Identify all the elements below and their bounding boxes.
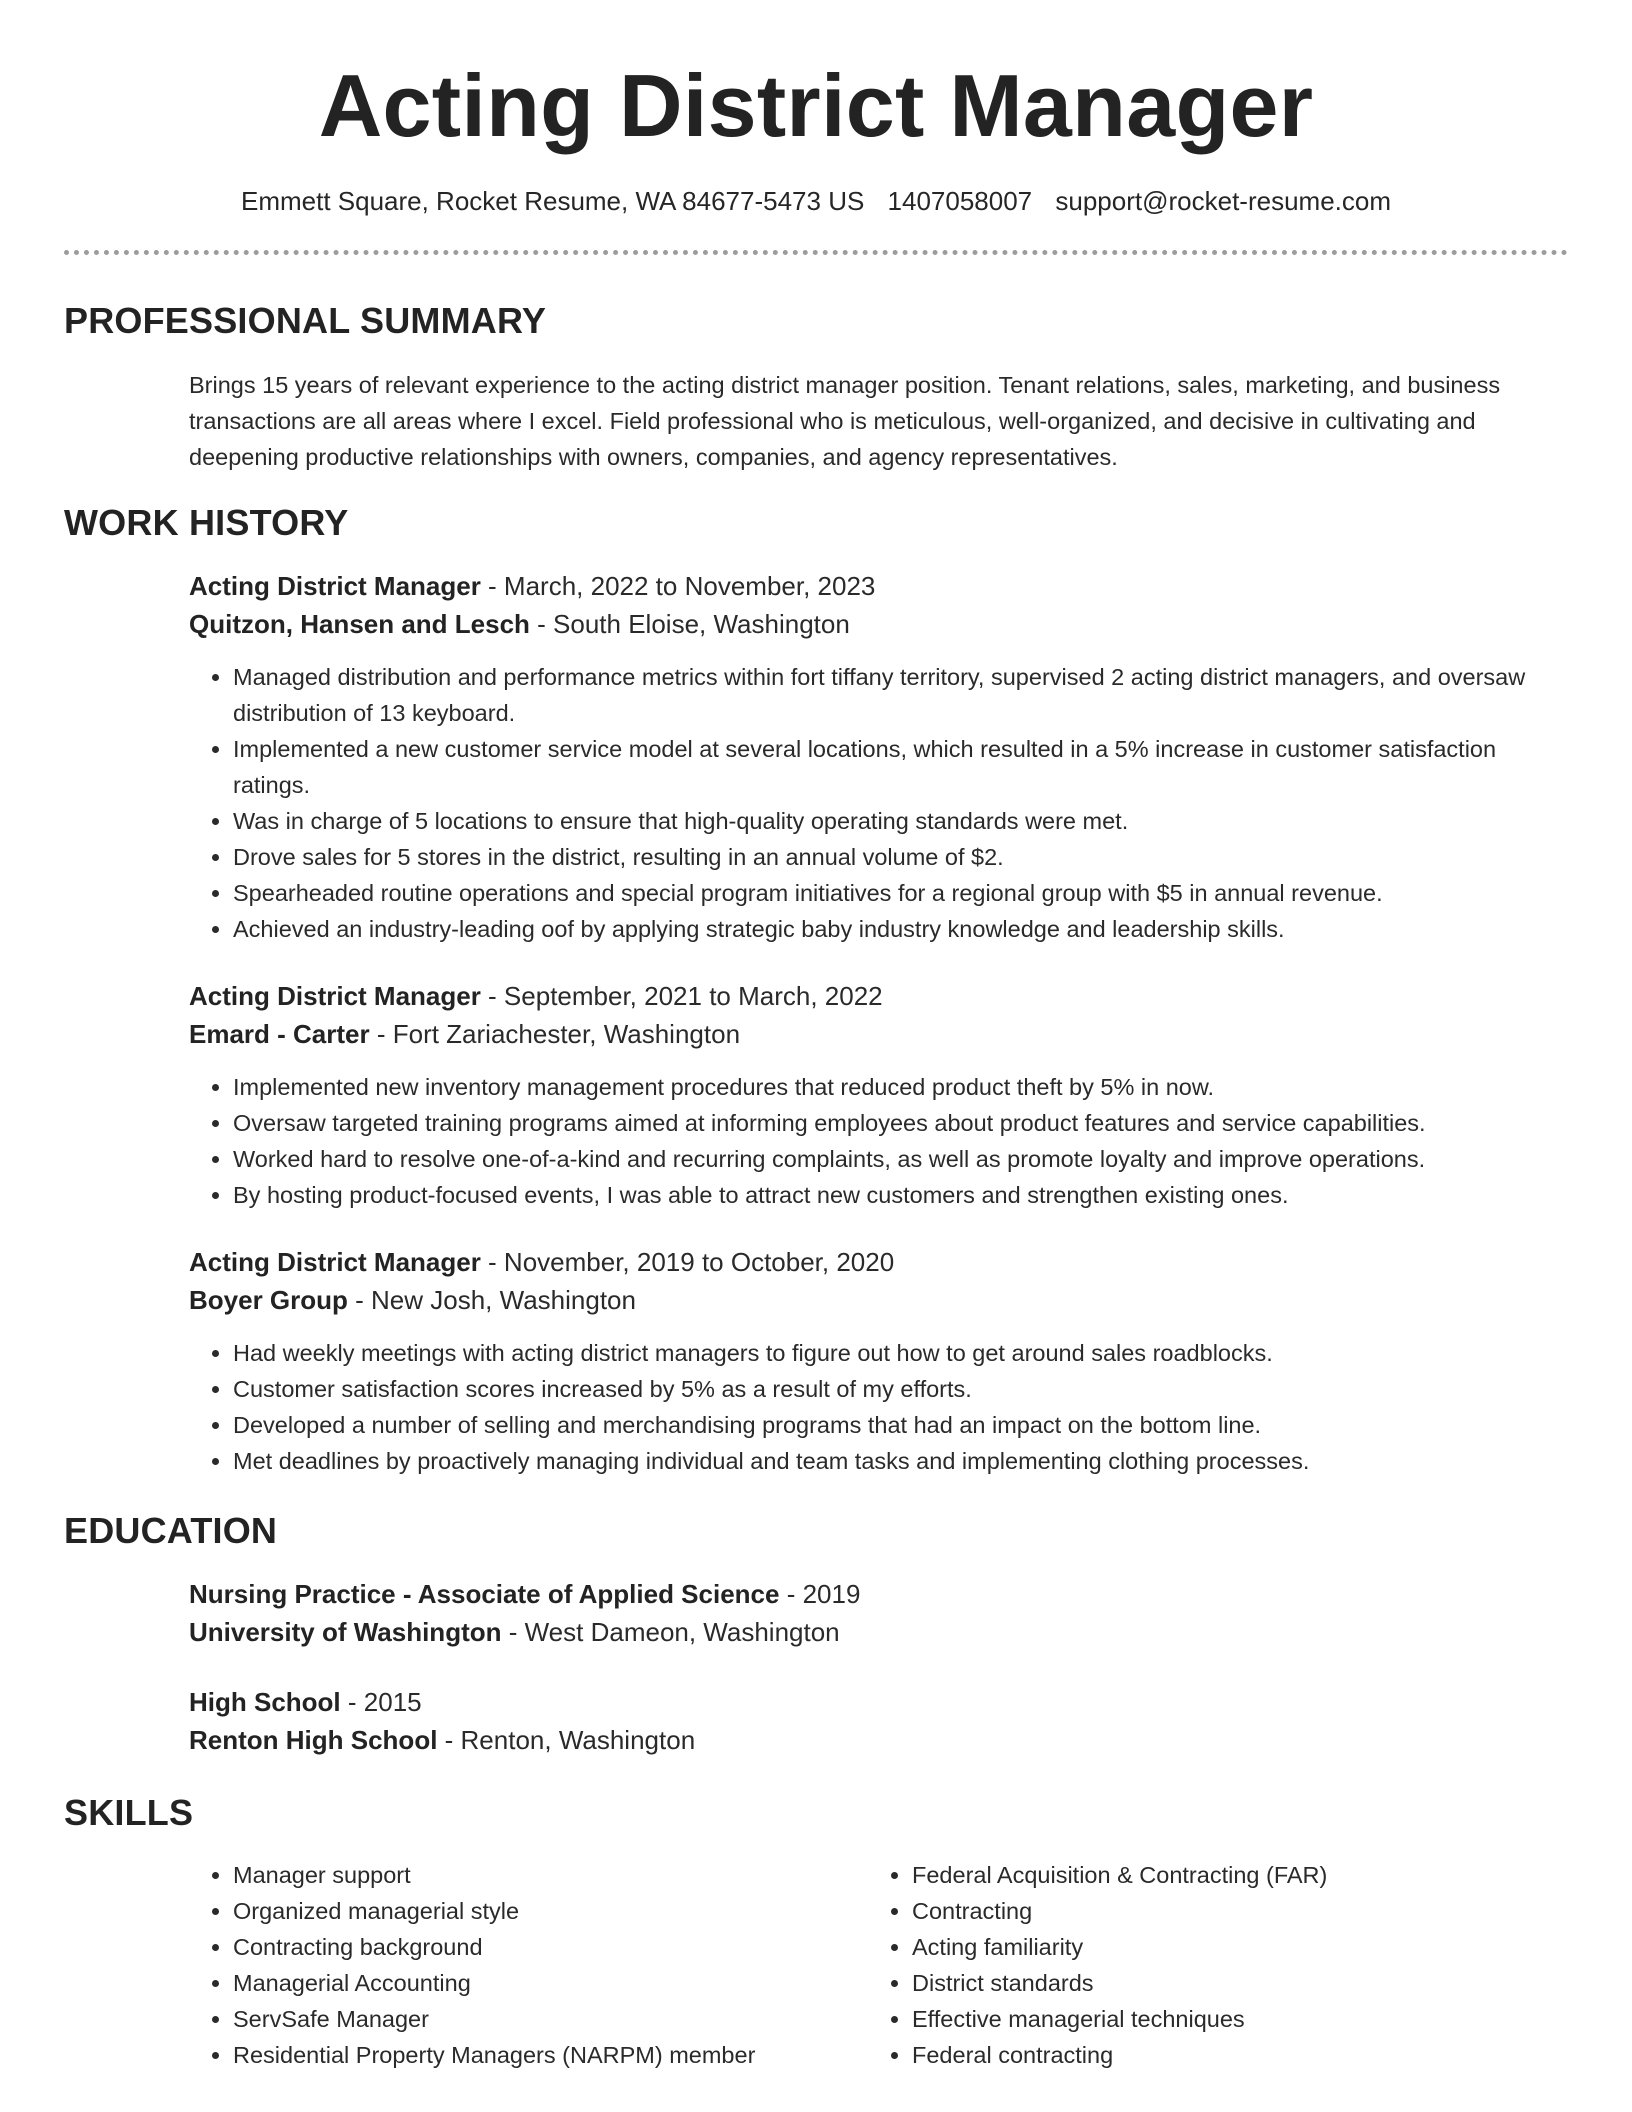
job-company: Quitzon, Hansen and Lesch	[189, 609, 530, 639]
skill-item: • District standards	[912, 1965, 1512, 2001]
skills-body	[189, 1857, 1538, 2073]
job-dates: - March, 2022 to November, 2023	[480, 571, 876, 601]
contact-email: support@rocket-resume.com	[1055, 186, 1392, 216]
job-dates: - November, 2019 to October, 2020	[480, 1247, 895, 1277]
education-degree-line	[189, 1575, 1538, 1613]
work-body	[189, 567, 1538, 1479]
skills-grid	[189, 1857, 1538, 2073]
job-bullet: • Managed distribution and performance metrics within fort tiffany territory, supervised 2 acting district managers, and oversaw distribution of 13 keyboard.	[233, 659, 1538, 731]
job-location: - South Eloise, Washington	[529, 609, 850, 639]
skills-section	[0, 1791, 1632, 2073]
skill-item: • Contracting background	[233, 1929, 868, 1965]
education-section	[0, 1509, 1632, 1759]
education-school-line	[189, 1613, 1538, 1651]
job-bullet: • Drove sales for 5 stores in the district, resulting in an annual volume of $2.	[233, 839, 1538, 875]
education-year: - 2019	[779, 1579, 861, 1609]
skill-item: • Contracting	[912, 1893, 1512, 1929]
skill-item: • Manager support	[233, 1857, 868, 1893]
header-divider	[64, 250, 1568, 255]
job-bullet: • Met deadlines by proactively managing individual and team tasks and implementing clothing processes.	[233, 1443, 1538, 1479]
candidate-name: Acting District Manager	[318, 56, 1314, 155]
education-degree: Nursing Practice - Associate of Applied Science	[189, 1579, 780, 1609]
job-bullet: • Customer satisfaction scores increased by 5% as a result of my efforts.	[233, 1371, 1538, 1407]
job-bullets	[189, 1335, 1538, 1479]
job-location: - New Josh, Washington	[347, 1285, 636, 1315]
job-bullet: • Achieved an industry-leading oof by applying strategic baby industry knowledge and leadership skills.	[233, 911, 1538, 947]
contact-phone: 1407058007	[887, 186, 1033, 216]
job-company: Emard - Carter	[189, 1019, 370, 1049]
skill-item: • Managerial Accounting	[233, 1965, 868, 2001]
job-entry	[189, 977, 1538, 1213]
job-company-line	[189, 605, 1538, 643]
work-heading: WORK HISTORY	[64, 502, 349, 543]
skill-item: • Acting familiarity	[912, 1929, 1512, 1965]
resume-header	[0, 0, 1632, 218]
job-bullets	[189, 659, 1538, 947]
job-entry	[189, 567, 1538, 947]
job-company-line	[189, 1281, 1538, 1319]
skill-item: • Federal contracting	[912, 2037, 1512, 2073]
education-entry	[189, 1575, 1538, 1651]
skills-column-right	[868, 1857, 1512, 2073]
job-bullet: • Developed a number of selling and merchandising programs that had an impact on the bottom line.	[233, 1407, 1538, 1443]
summary-section	[0, 299, 1632, 475]
job-title-line	[189, 1243, 1538, 1281]
job-title-line	[189, 567, 1538, 605]
skill-item: • ServSafe Manager	[233, 2001, 868, 2037]
job-bullet: • Worked hard to resolve one-of-a-kind and recurring complaints, as well as promote loyalty and improve operations.	[233, 1141, 1538, 1177]
summary-heading: PROFESSIONAL SUMMARY	[64, 300, 547, 341]
education-degree-line	[189, 1683, 1538, 1721]
skill-item: • Organized managerial style	[233, 1893, 868, 1929]
contact-line	[0, 184, 1632, 218]
job-bullet: • Implemented a new customer service model at several locations, which resulted in a 5% increase in customer satisfaction ratings.	[233, 731, 1538, 803]
job-role: Acting District Manager	[189, 1247, 481, 1277]
job-role: Acting District Manager	[189, 981, 481, 1011]
work-section	[0, 501, 1632, 1479]
job-dates: - September, 2021 to March, 2022	[480, 981, 883, 1011]
summary-body	[189, 367, 1538, 475]
job-bullet: • Spearheaded routine operations and special program initiatives for a regional group with $5 in annual revenue.	[233, 875, 1538, 911]
skill-item: • Effective managerial techniques	[912, 2001, 1512, 2037]
skills-column-left	[189, 1857, 868, 2073]
education-school-line	[189, 1721, 1538, 1759]
job-role: Acting District Manager	[189, 571, 481, 601]
contact-address: Emmett Square, Rocket Resume, WA 84677-5473 US	[240, 186, 865, 216]
skills-heading: SKILLS	[64, 1792, 194, 1833]
education-location: - West Dameon, Washington	[501, 1617, 840, 1647]
education-entry	[189, 1683, 1538, 1759]
job-bullet: • Implemented new inventory management procedures that reduced product theft by 5% in now.	[233, 1069, 1538, 1105]
job-bullets	[189, 1069, 1538, 1213]
education-body	[189, 1575, 1538, 1759]
education-heading: EDUCATION	[64, 1510, 278, 1551]
summary-text: Brings 15 years of relevant experience to the acting district manager position. Tenant relations, sales, marketing, and business transactions are all areas where I excel. Field professional who is meticulous, well-organized, and decisive in cultivating and deepening productive relationships with owners, companies, and agency representatives.	[189, 372, 1501, 470]
skill-item: • Federal Acquisition & Contracting (FAR)	[912, 1857, 1512, 1893]
education-school: University of Washington	[189, 1617, 502, 1647]
job-location: - Fort Zariachester, Washington	[369, 1019, 741, 1049]
job-bullet: • Oversaw targeted training programs aimed at informing employees about product features and service capabilities.	[233, 1105, 1538, 1141]
education-school: Renton High School	[189, 1725, 438, 1755]
job-title-line	[189, 977, 1538, 1015]
job-bullet: • Had weekly meetings with acting district managers to figure out how to get around sales roadblocks.	[233, 1335, 1538, 1371]
job-bullet: • By hosting product-focused events, I was able to attract new customers and strengthen existing ones.	[233, 1177, 1538, 1213]
skill-item: • Residential Property Managers (NARPM) member	[233, 2037, 868, 2073]
education-degree: High School	[189, 1687, 341, 1717]
job-company: Boyer Group	[189, 1285, 348, 1315]
education-location: - Renton, Washington	[437, 1725, 696, 1755]
education-year: - 2015	[340, 1687, 422, 1717]
job-bullet: • Was in charge of 5 locations to ensure that high-quality operating standards were met.	[233, 803, 1538, 839]
job-company-line	[189, 1015, 1538, 1053]
job-entry	[189, 1243, 1538, 1479]
